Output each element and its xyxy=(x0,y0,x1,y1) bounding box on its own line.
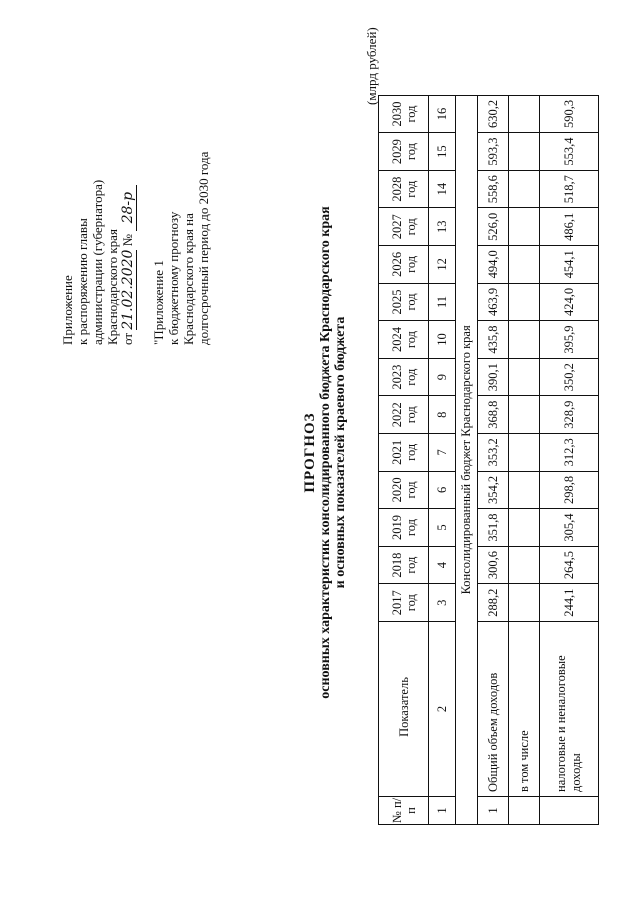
table-cell xyxy=(509,95,540,133)
column-number: 12 xyxy=(429,246,456,284)
table-cell: 351,8 xyxy=(478,509,509,547)
column-number: 15 xyxy=(429,133,456,171)
table-cell: 300,6 xyxy=(478,546,509,584)
table-cell: 424,0 xyxy=(540,283,599,321)
table-cell: 486,1 xyxy=(540,208,599,246)
table-cell: 305,4 xyxy=(540,509,599,547)
column-number: 10 xyxy=(429,321,456,359)
annex-line: Краснодарского края на xyxy=(181,213,196,345)
header-year: 2025 год xyxy=(379,283,429,321)
table-cell xyxy=(509,434,540,472)
document-subtitle-1: основных характеристик консолидированного бюджета Краснодарского края xyxy=(318,206,333,699)
table-cell xyxy=(509,509,540,547)
row-number xyxy=(540,797,599,825)
column-number: 8 xyxy=(429,396,456,434)
annex-line: долгосрочный период до 2030 года xyxy=(196,151,211,345)
table-cell xyxy=(509,396,540,434)
appendix-line: администрации (губернатора) xyxy=(90,179,105,345)
header-year: 2018 год xyxy=(379,546,429,584)
column-number: 13 xyxy=(429,208,456,246)
column-number: 2 xyxy=(429,622,456,797)
table-row xyxy=(509,95,540,824)
header-year: 2017 год xyxy=(379,584,429,622)
table-cell xyxy=(509,133,540,171)
table-cell: 244,1 xyxy=(540,584,599,622)
header-indicator: Показатель xyxy=(379,622,429,797)
table-row xyxy=(478,95,509,824)
header-year: 2027 год xyxy=(379,208,429,246)
appendix-line: Краснодарского края xyxy=(105,229,120,345)
table-cell xyxy=(509,471,540,509)
table-cell: 390,1 xyxy=(478,358,509,396)
header-number: № п/п xyxy=(379,797,429,825)
table-cell xyxy=(509,358,540,396)
section-row xyxy=(456,95,478,824)
handwritten-date: 21.02.2020 xyxy=(120,249,136,330)
table-cell: 630,2 xyxy=(478,95,509,133)
table-cell xyxy=(509,170,540,208)
column-number: 1 xyxy=(429,797,456,825)
column-number: 9 xyxy=(429,358,456,396)
header-year: 2028 год xyxy=(379,170,429,208)
table-cell: 312,3 xyxy=(540,434,599,472)
forecast-table xyxy=(378,95,599,825)
column-number: 11 xyxy=(429,283,456,321)
header-year: 2029 год xyxy=(379,133,429,171)
table-cell xyxy=(509,283,540,321)
header-year: 2023 год xyxy=(379,358,429,396)
column-number: 5 xyxy=(429,509,456,547)
table-cell: 350,2 xyxy=(540,358,599,396)
handwritten-number: 28-р xyxy=(121,185,137,231)
table-cell: 298,8 xyxy=(540,471,599,509)
table-cell xyxy=(509,246,540,284)
table-cell xyxy=(509,321,540,359)
appendix-block xyxy=(60,5,211,345)
column-number: 3 xyxy=(429,584,456,622)
header-year: 2022 год xyxy=(379,396,429,434)
table-cell: 494,0 xyxy=(478,246,509,284)
appendix-date-line xyxy=(120,5,137,345)
annex-line: к бюджетному прогнозу xyxy=(166,211,181,345)
appendix-line: Приложение xyxy=(60,275,75,345)
table-cell xyxy=(509,546,540,584)
row-indicator: Общий объем доходов xyxy=(478,622,509,797)
table-cell: 435,8 xyxy=(478,321,509,359)
header-year: 2026 год xyxy=(379,246,429,284)
table-cell: 463,9 xyxy=(478,283,509,321)
header-year: 2024 год xyxy=(379,321,429,359)
table-header-row xyxy=(379,95,429,824)
table-cell: 354,2 xyxy=(478,471,509,509)
number-label: № xyxy=(120,233,135,247)
table-cell: 353,2 xyxy=(478,434,509,472)
date-prefix: от xyxy=(120,332,135,345)
column-number: 6 xyxy=(429,471,456,509)
table-cell: 454,1 xyxy=(540,246,599,284)
table-cell: 264,5 xyxy=(540,546,599,584)
table-cell xyxy=(509,208,540,246)
annex-line: "Приложение 1 xyxy=(151,260,166,345)
table-cell: 558,6 xyxy=(478,170,509,208)
table-cell: 526,0 xyxy=(478,208,509,246)
row-number xyxy=(509,797,540,825)
unit-label: (млрд рублей) xyxy=(364,27,379,105)
table-cell: 288,2 xyxy=(478,584,509,622)
column-number: 4 xyxy=(429,546,456,584)
table-cell: 368,8 xyxy=(478,396,509,434)
header-year: 2020 год xyxy=(379,471,429,509)
document-title: ПРОГНОЗ xyxy=(302,412,318,493)
row-number: 1 xyxy=(478,797,509,825)
header-year: 2019 год xyxy=(379,509,429,547)
document-subtitle-2: и основных показателей краевого бюджета xyxy=(333,316,348,589)
row-indicator: в том числе xyxy=(509,622,540,797)
table-cell: 395,9 xyxy=(540,321,599,359)
row-indicator: налоговые и неналоговые доходы xyxy=(540,622,599,797)
section-title: Консолидированный бюджет Краснодарского края xyxy=(456,95,478,824)
column-number: 7 xyxy=(429,434,456,472)
table-cell xyxy=(509,584,540,622)
header-year: 2030 год xyxy=(379,95,429,133)
appendix-line: к распоряжению главы xyxy=(75,218,90,345)
column-number: 14 xyxy=(429,170,456,208)
table-row xyxy=(540,95,599,824)
column-number: 16 xyxy=(429,95,456,133)
header-year: 2021 год xyxy=(379,434,429,472)
table-cell: 590,3 xyxy=(540,95,599,133)
table-cell: 328,9 xyxy=(540,396,599,434)
table-cell: 593,3 xyxy=(478,133,509,171)
table-cell: 518,7 xyxy=(540,170,599,208)
column-number-row xyxy=(429,95,456,824)
table-cell: 553,4 xyxy=(540,133,599,171)
